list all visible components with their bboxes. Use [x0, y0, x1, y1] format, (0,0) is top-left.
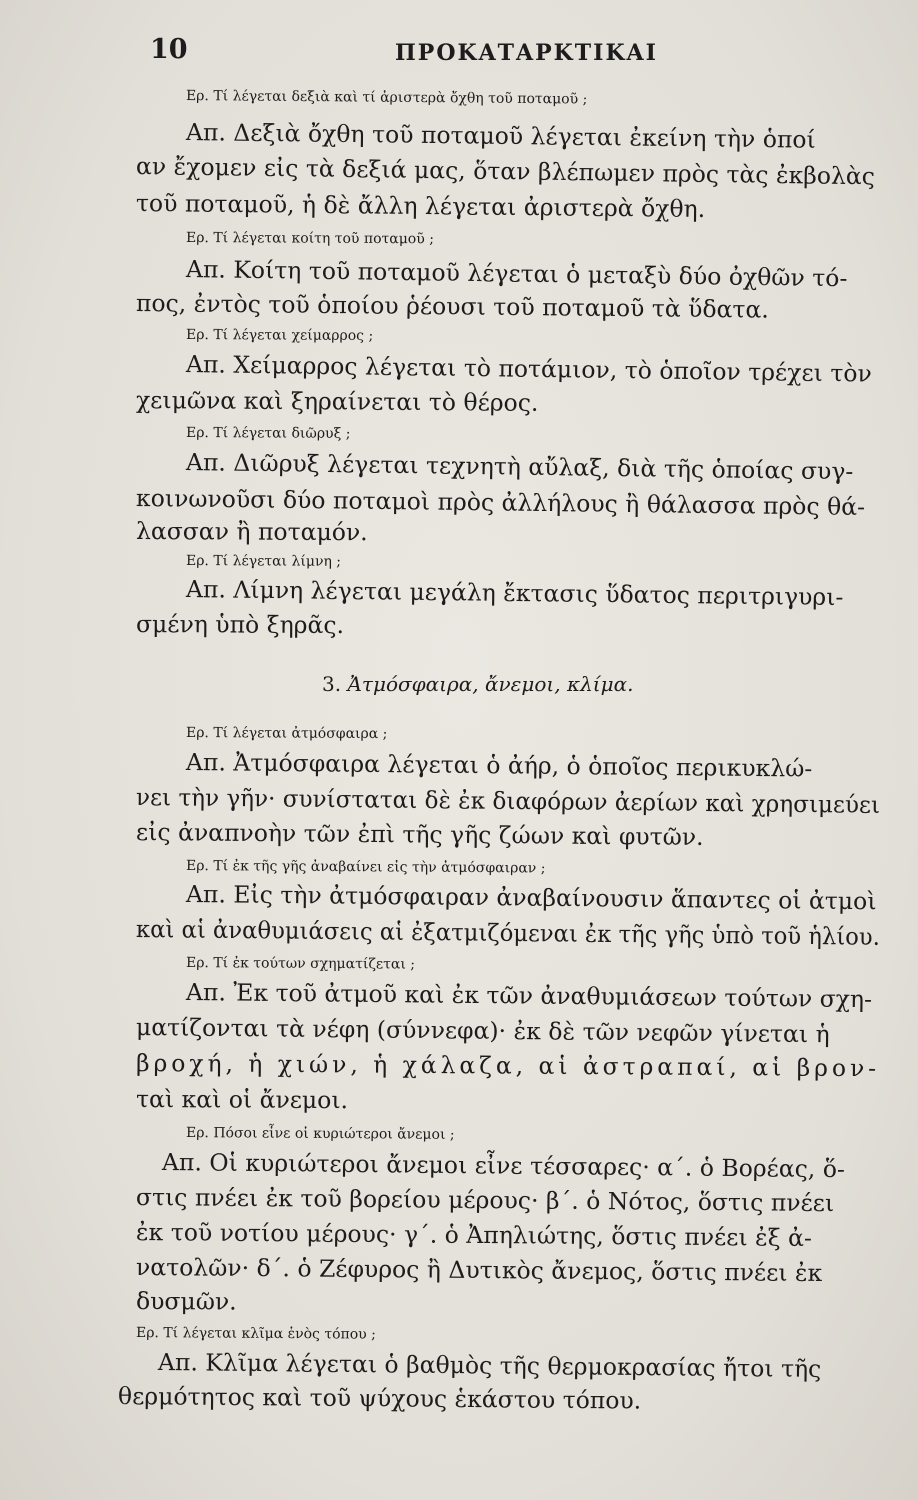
- question-line: Ερ. Τί λέγεται κλῖμα ἑνὸς τόπου ;: [135, 1325, 376, 1343]
- answer-line: Απ. Οἱ κυριώτεροι ἄνεμοι εἶνε τέσσαρες· α΄. ὁ Βορέας, ὅ-: [161, 1148, 846, 1184]
- answer-line: νει τὴν γῆν· συνίσταται δὲ ἐκ διαφόρων ἀερίων καὶ χρησιμεύει: [135, 783, 881, 819]
- section-number: 3.: [322, 672, 342, 696]
- answer-line: αν ἔχομεν εἰς τὰ δεξιά μας, ὅταν βλέπωμεν πρὸς τὰς ἐκβολὰς: [135, 152, 876, 191]
- answer-line: ματίζονται τὰ νέφη (σύννεφα)· ἐκ δὲ τῶν νεφῶν γίνεται ἡ: [135, 1013, 830, 1049]
- question-line: Ερ. Τί λέγεται δεξιὰ καὶ τί ἀριστερὰ ὄχθη τοῦ ποταμοῦ ;: [185, 88, 588, 108]
- question-line: Ερ. Τί λέγεται κοίτη τοῦ ποταμοῦ ;: [185, 230, 434, 248]
- answer-line: ταὶ καὶ οἱ ἄνεμοι.: [135, 1085, 349, 1115]
- question-line: Ερ. Τί ἐκ τῆς γῆς ἀναβαίνει εἰς τὴν ἀτμόσφαιραν ;: [185, 858, 546, 877]
- answer-line: λασσαν ἢ ποταμόν.: [135, 517, 368, 547]
- question-line: Ερ. Τί λέγεται χείμαρρος ;: [185, 327, 374, 344]
- page-number: 10: [150, 34, 188, 65]
- answer-line: πος, ἐντὸς τοῦ ὁποίου ῥέουσι τοῦ ποταμοῦ τὰ ὕδατα.: [135, 289, 769, 324]
- answer-line: Απ. Δεξιὰ ὄχθη τοῦ ποταμοῦ λέγεται ἐκείνη τὴν ὁποί: [185, 118, 816, 154]
- answer-line: στις πνέει ἐκ τοῦ βορείου μέρους· β΄. ὁ Νότος, ὅστις πνέει: [135, 1183, 835, 1218]
- answer-line: Απ. Διῶρυξ λέγεται τεχνητὴ αὔλαξ, διὰ τῆς ὁποίας συγ-: [185, 448, 854, 486]
- running-title: ΠΡΟΚΑΤΑΡΚΤΙΚΑΙ: [395, 40, 658, 66]
- question-line: Ερ. Τί ἐκ τούτων σχηματίζεται ;: [185, 955, 416, 973]
- answer-line: νατολῶν· δ΄. ὁ Ζέφυρος ἢ Δυτικὸς ἄνεμος, ὅστις πνέει ἐκ: [135, 1253, 823, 1287]
- question-line: Ερ. Τί λέγεται λίμνη ;: [185, 553, 342, 570]
- answer-line: Απ. Χείμαρρος λέγεται τὸ ποτάμιον, τὸ ὁποῖον τρέχει τὸν: [185, 350, 872, 388]
- page-header: [150, 34, 850, 74]
- answer-line: Απ. Ἀτμόσφαιρα λέγεται ὁ ἀήρ, ὁ ὁποῖος περικυκλώ-: [185, 748, 813, 783]
- section-title: Ἀτμόσφαιρα, ἄνεμοι, κλίμα.: [347, 672, 634, 696]
- answer-line: Απ. Κοίτη τοῦ ποταμοῦ λέγεται ὁ μεταξὺ δύο ὀχθῶν τό-: [185, 255, 848, 293]
- question-line: Ερ. Πόσοι εἶνε οἱ κυριώτεροι ἄνεμοι ;: [185, 1125, 455, 1143]
- answer-line: τοῦ ποταμοῦ, ἡ δὲ ἄλλη λέγεται ἀριστερὰ ὄχθη.: [135, 189, 706, 223]
- answer-line: δυσμῶν.: [135, 1287, 237, 1316]
- answer-line: κοινωνοῦσι δύο ποταμοὶ πρὸς ἀλλήλους ἢ θάλασσα πρὸς θά-: [135, 484, 866, 521]
- answer-line: Απ. Κλῖμα λέγεται ὁ βαθμὸς τῆς θερμοκρασίας ἤτοι τῆς: [157, 1348, 822, 1383]
- answer-line: σμένη ὑπὸ ξηρᾶς.: [135, 610, 345, 640]
- answer-line: εἰς ἀναπνοὴν τῶν ἐπὶ τῆς γῆς ζώων καὶ φυτῶν.: [135, 818, 704, 851]
- question-line: Ερ. Τί λέγεται ἀτμόσφαιρα ;: [185, 725, 388, 743]
- question-line: Ερ. Τί λέγεται διῶρυξ ;: [185, 425, 351, 442]
- answer-line: Απ. Ἐκ τοῦ ἀτμοῦ καὶ ἐκ τῶν ἀναθυμιάσεων τούτων σχη-: [185, 978, 873, 1014]
- answer-line: βροχή, ἡ χιών, ἡ χάλαζα, αἱ ἀστραπαί, αἱ βρον-: [135, 1049, 881, 1083]
- answer-line: Απ. Εἰς τὴν ἀτμόσφαιραν ἀναβαίνουσιν ἅπαντες οἱ ἀτμοὶ: [185, 880, 877, 916]
- answer-line: καὶ αἱ ἀναθυμιάσεις αἱ ἐξατμιζόμεναι ἐκ τῆς γῆς ὑπὸ τοῦ ἡλίου.: [135, 915, 881, 951]
- answer-line: Απ. Λίμνη λέγεται μεγάλη ἔκτασις ὕδατος περιτριγυρι-: [185, 575, 844, 612]
- answer-line: ἐκ τοῦ νοτίου μέρους· γ΄. ὁ Ἀπηλιώτης, ὅστις πνέει ἐξ ἀ-: [135, 1218, 813, 1252]
- answer-line: χειμῶνα καὶ ξηραίνεται τὸ θέρος.: [135, 386, 539, 417]
- answer-line: θερμότητος καὶ τοῦ ψύχους ἑκάστου τόπου.: [117, 1382, 642, 1415]
- section-heading: [322, 672, 633, 696]
